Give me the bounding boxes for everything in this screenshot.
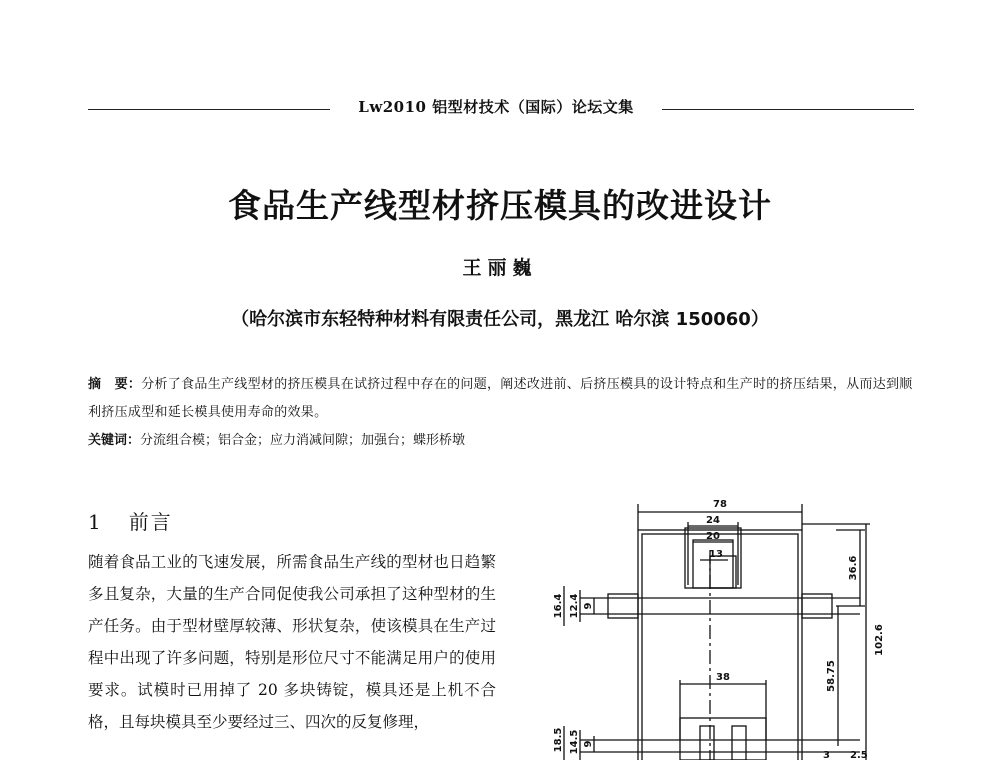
keywords-label: 关键词： xyxy=(88,433,141,448)
dim-label-16-4: 16.4 xyxy=(553,593,564,619)
dim-label-36-6: 36.6 xyxy=(848,555,859,581)
dim-label-102-6: 102.6 xyxy=(874,624,885,656)
author-name: 王丽巍 xyxy=(462,257,538,279)
running-header: Lw2010 铝型材技术（国际）论坛文集 xyxy=(358,98,634,116)
dim-label-13: 13 xyxy=(709,549,723,560)
dim-label-78: 78 xyxy=(713,499,727,510)
keywords-text: 分流组合模；铝合金；应力消减间隙；加强台；蝶形桥墩 xyxy=(140,433,466,448)
abstract-label: 摘 要： xyxy=(88,377,142,392)
author-affiliation: （哈尔滨市东轻特种材料有限责任公司，黑龙江 哈尔滨 150060） xyxy=(231,309,769,330)
dim-label-58-75: 58.75 xyxy=(826,660,837,692)
profile-inner-wall xyxy=(642,534,798,760)
dim-label-24: 24 xyxy=(706,515,720,526)
abstract-text: 分析了食品生产线型材的挤压模具在试挤过程中存在的问题，阐述改进前、后挤压模具的设计特点和生产时的挤压结果，从而达到顺利挤压成型和延长模具使用寿命的效果。 xyxy=(88,377,913,420)
lower-rib xyxy=(700,726,714,760)
top-channel-inner xyxy=(693,540,733,588)
lower-channel xyxy=(680,718,766,760)
section-heading xyxy=(88,506,173,535)
dim-label-9-lower: 9 xyxy=(583,740,594,748)
dim-label-14-5: 14.5 xyxy=(569,729,580,755)
keywords xyxy=(88,429,918,453)
top-channel-slot xyxy=(710,556,736,588)
header-rule-left xyxy=(88,109,330,110)
abstract xyxy=(88,371,918,427)
profile-drawing xyxy=(550,490,910,760)
section-paragraph: 随着食品工业的飞速发展，所需食品生产线的型材也日趋繁多且复杂，大量的生产合同促使我公司承担了这种型材的生产任务。由于型材壁厚较薄、形状复杂，使该模具在生产过程中出现了许多问题，特别是形位尺寸不能满足用户的使用要求。试模时已用掉了 20 多块铸锭，模具还是上机不合格，且每块模具至少要经过三、四次的反复修理， xyxy=(88,553,496,731)
dim-label-12-4: 12.4 xyxy=(569,593,580,619)
dim-label-9: 9 xyxy=(583,602,594,610)
section-number: 1 xyxy=(88,510,103,534)
profile-outline xyxy=(638,530,802,760)
section-title: 前言 xyxy=(128,510,173,534)
lower-rib xyxy=(732,726,746,760)
dim-label-18-5: 18.5 xyxy=(553,727,564,753)
dim-label-3: 3 xyxy=(823,750,830,760)
header-rule-right xyxy=(662,109,914,110)
paper-title: 食品生产线型材挤压模具的改进设计 xyxy=(228,186,772,225)
dim-label-2-5: 2.5 xyxy=(850,750,868,760)
dim-label-20: 20 xyxy=(706,531,720,542)
dim-label-38: 38 xyxy=(716,672,730,683)
